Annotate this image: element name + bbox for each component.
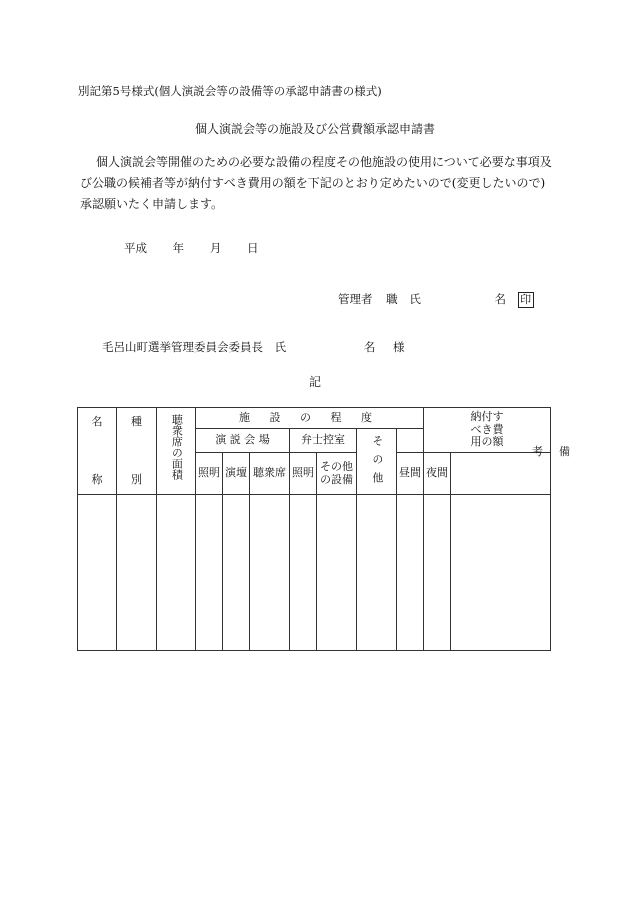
col-audience-area-header (157, 408, 196, 495)
cell-other[interactable] (357, 495, 397, 651)
addressee-honorific: 様 (392, 340, 405, 354)
facility-degree-header (196, 408, 424, 429)
addressee-line (102, 342, 404, 354)
cell-podium[interactable] (223, 495, 250, 651)
col-name-header (78, 408, 117, 495)
cell-kind[interactable] (117, 495, 157, 651)
lighting2-header: 照明 (290, 453, 317, 495)
body-paragraph (80, 152, 560, 215)
facility-degree-label: 施 設 の 程 度 (239, 410, 381, 424)
form-label: 別記第5号様式(個人演説会等の設備等の承認申請書の様式) (78, 84, 382, 98)
cell-lighting2[interactable] (290, 495, 317, 651)
name-bottom: 称 (91, 473, 103, 487)
audience-seat-header: 聴衆席 (250, 453, 290, 495)
manager-name-suffix: 名 (494, 292, 506, 306)
kind-top: 種 (131, 415, 142, 428)
cell-audience-area[interactable] (157, 495, 196, 651)
ki-heading: 記 (308, 375, 321, 389)
document-title: 個人演説会等の施設及び公営費額承認申請書 (194, 122, 435, 136)
date-line (124, 243, 258, 255)
lawyer-room-label: 弁士控室 (301, 433, 345, 447)
podium-header: 演壇 (223, 453, 250, 495)
cell-other-equipment[interactable] (317, 495, 357, 651)
remarks-label-2: 考 (532, 445, 544, 458)
date-day: 日 (246, 241, 259, 255)
addressee-org: 毛呂山町選挙管理委員会委員長 (102, 340, 263, 354)
other-label: そ の 他 (370, 434, 384, 485)
date-year: 年 (172, 241, 185, 255)
other-equipment-line-2: の設備 (320, 472, 353, 486)
body-line: 個人演説会等開催のための必要な設備の程度その他施設の使用について必要な事項及 (96, 155, 552, 169)
manager-line (338, 292, 534, 308)
speech-hall-label: 演 説 会 場 (215, 433, 270, 447)
date-month: 月 (209, 241, 222, 255)
seal-mark: 印 (518, 292, 534, 308)
name-top: 名 (91, 415, 103, 428)
cell-nighttime[interactable] (424, 495, 451, 651)
remarks-label-1: 備 (559, 445, 571, 458)
col-kind-header (117, 408, 157, 495)
cell-name[interactable] (78, 495, 117, 651)
other-header (357, 429, 397, 495)
manager-title: 職 (386, 292, 398, 306)
cell-lighting[interactable] (196, 495, 223, 651)
cell-remarks[interactable] (451, 495, 551, 651)
fee-line-3: 用の額 (470, 435, 504, 449)
fee-line-2: べき費 (470, 422, 504, 436)
other-equipment-line-1: その他 (320, 459, 353, 473)
cell-audience-seat[interactable] (250, 495, 290, 651)
daytime-header: 昼間 (397, 453, 424, 495)
manager-name-prefix: 氏 (409, 292, 421, 306)
body-line: び公職の候補者等が納付すべき費用の額を下記のとおり定めたいので(変更したいので) (80, 176, 546, 190)
kind-bottom: 別 (131, 473, 142, 487)
fee-line-1: 納付す (470, 410, 504, 424)
lawyer-room-header (290, 429, 357, 453)
date-era: 平成 (124, 241, 147, 255)
cell-daytime[interactable] (397, 495, 424, 651)
lighting-header: 照明 (196, 453, 223, 495)
addressee-name-suffix: 名 (363, 340, 376, 354)
table-row (78, 495, 551, 651)
speech-hall-header (196, 429, 290, 453)
addressee-name-prefix: 氏 (274, 340, 287, 354)
other-equipment-header (317, 453, 357, 495)
body-line: 承認願いたく申請します。 (80, 197, 224, 211)
application-table (77, 407, 571, 651)
nighttime-header: 夜間 (424, 453, 451, 495)
audience-area-label: 聴衆席の面積 (170, 414, 184, 480)
manager-role: 管理者 (338, 292, 373, 306)
